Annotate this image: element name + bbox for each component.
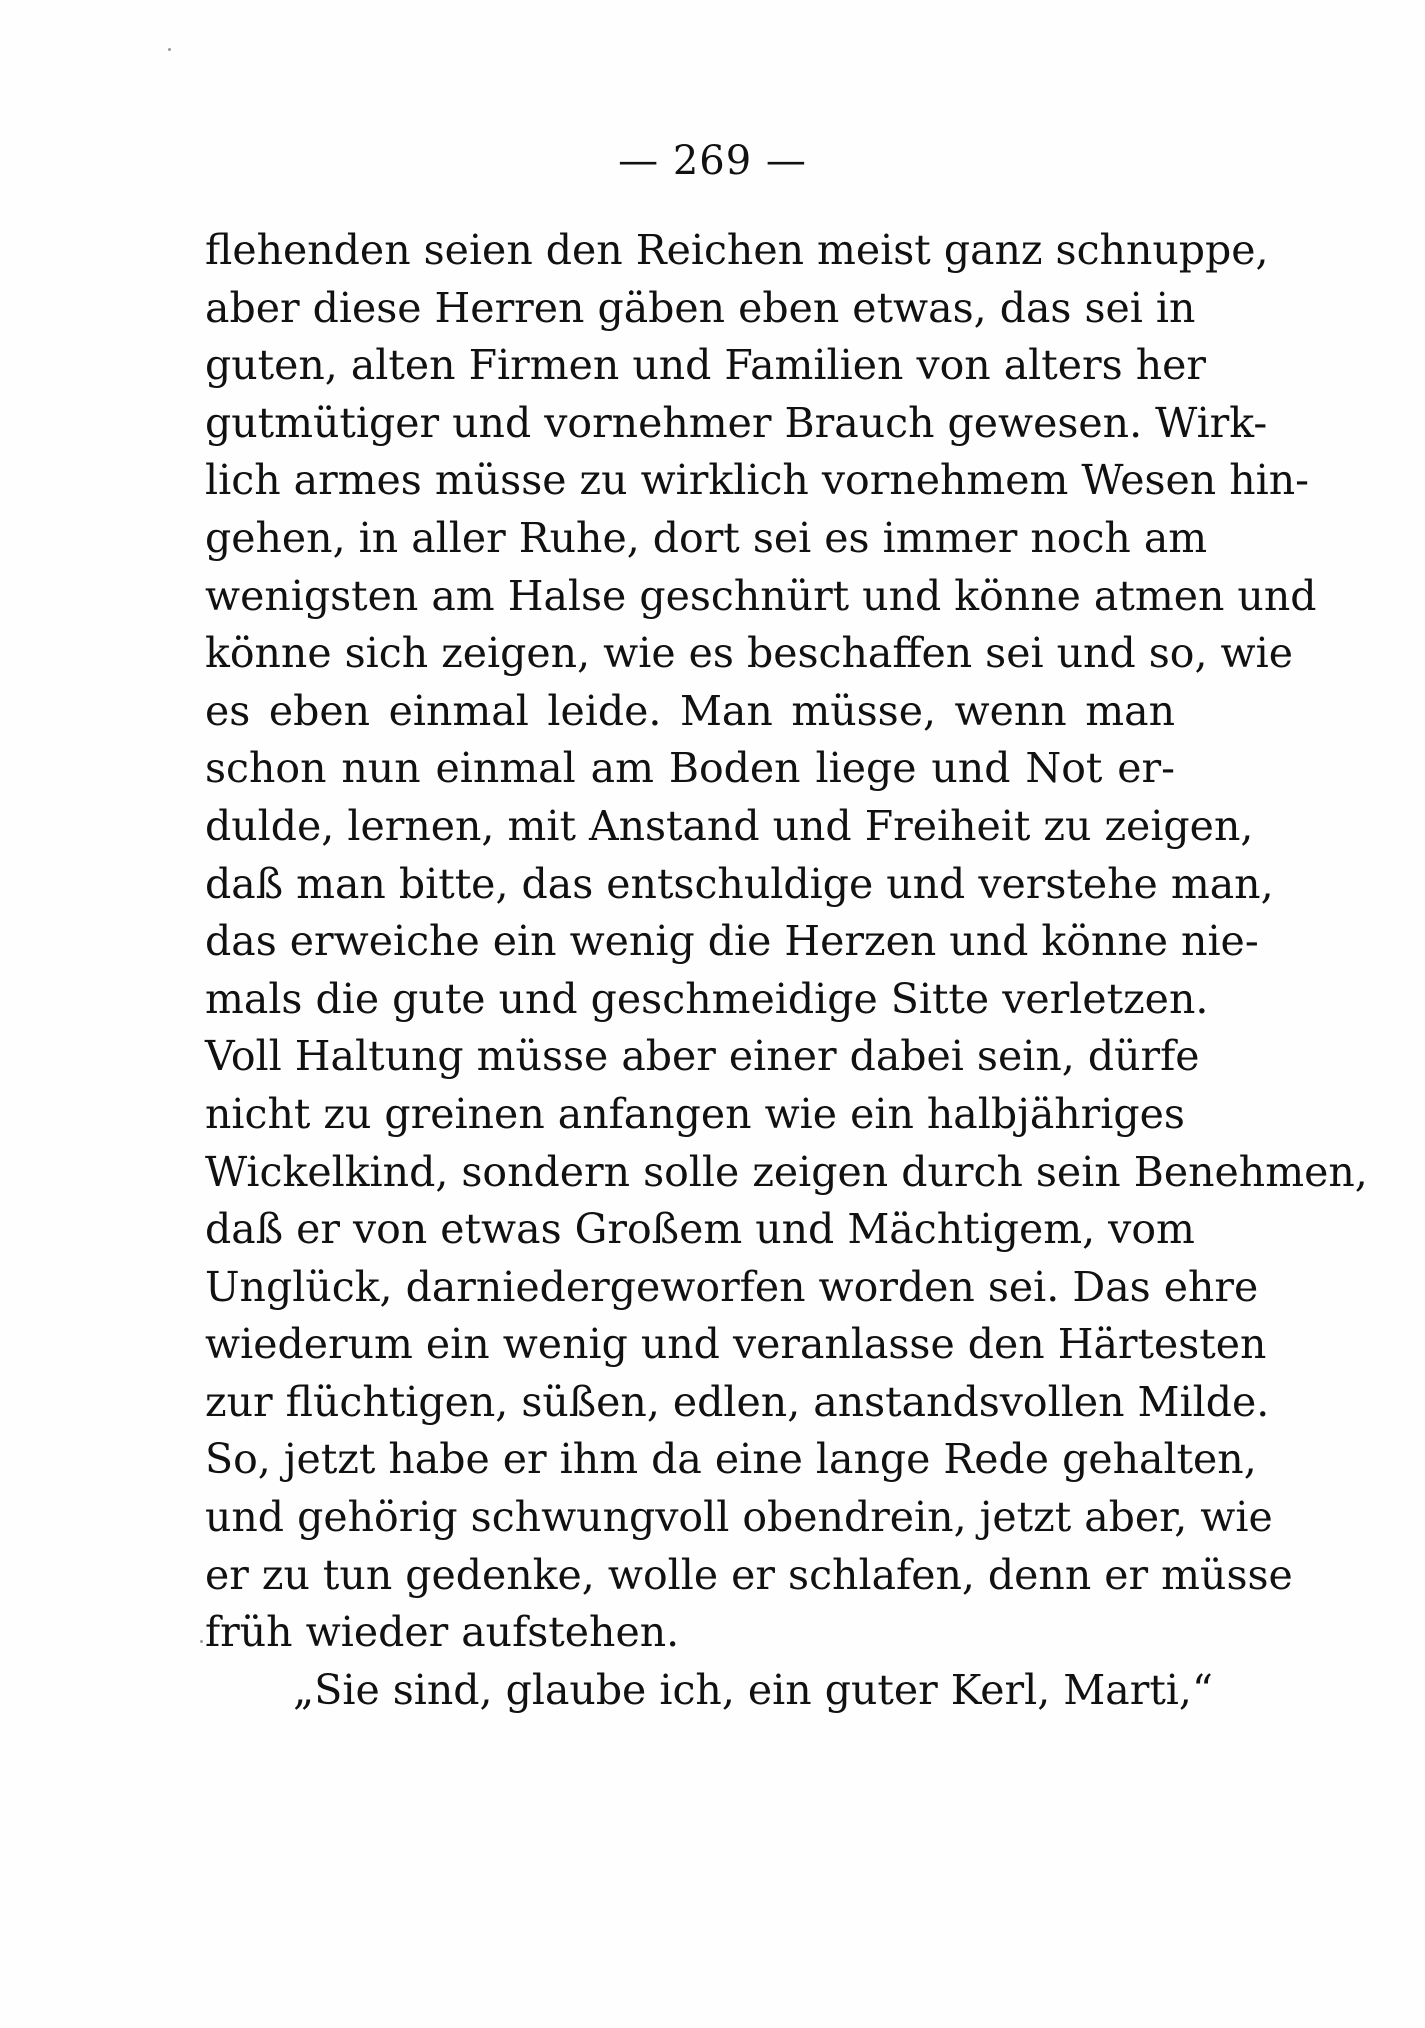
body-text [205, 222, 1368, 1719]
text-line: nicht zu greinen anfangen wie ein halbjähriges [205, 1089, 1185, 1138]
paragraph-start-line: „Sie sind, glaube ich, ein guter Kerl, Marti,“ [293, 1665, 1213, 1714]
text-line: zur flüchtigen, süßen, edlen, anstandsvollen Milde. [205, 1377, 1270, 1426]
text-line: Voll Haltung müsse aber einer dabei sein, dürfe [205, 1032, 1200, 1081]
text-line: daß man bitte, das entschuldige und verstehe man, [205, 859, 1274, 908]
text-line: daß er von etwas Großem und Mächtigem, vom [205, 1205, 1195, 1254]
text-line: wenigsten am Halse geschnürt und könne atmen und [205, 571, 1317, 620]
text-line: schon nun einmal am Boden liege und Not er- [205, 744, 1175, 793]
text-line: er zu tun gedenke, wolle er schlafen, denn er müsse [205, 1550, 1293, 1599]
text-line: guten, alten Firmen und Familien von alters her [205, 341, 1206, 390]
text-line: wiederum ein wenig und veranlasse den Härtesten [205, 1320, 1267, 1369]
text-line: flehenden seien den Reichen meist ganz schnuppe, [205, 226, 1269, 274]
paper-speck [168, 48, 171, 51]
text-line: So, jetzt habe er ihm da eine lange Rede gehalten, [205, 1435, 1257, 1484]
text-line: Wickelkind, sondern solle zeigen durch sein Benehmen, [205, 1147, 1368, 1196]
page-number: — 269 — [618, 138, 807, 184]
text-line: aber diese Herren gäben eben etwas, das sei in [205, 283, 1196, 332]
text-line: früh wieder aufstehen. [205, 1608, 680, 1657]
text-line: mals die gute und geschmeidige Sitte verletzen. [205, 974, 1209, 1023]
text-line: es eben einmal leide. Man müsse, wenn man [205, 686, 1175, 735]
text-line: Unglück, darniedergeworfen worden sei. Das ehre [205, 1262, 1259, 1311]
text-line: könne sich zeigen, wie es beschaffen sei und so, wie [205, 629, 1293, 678]
text-line: dulde, lernen, mit Anstand und Freiheit zu zeigen, [205, 801, 1254, 850]
text-line: und gehörig schwungvoll obendrein, jetzt aber, wie [205, 1493, 1273, 1542]
paper-speck [200, 1640, 203, 1643]
text-line: das erweiche ein wenig die Herzen und könne nie- [205, 917, 1259, 966]
text-line: gutmütiger und vornehmer Brauch gewesen. Wirk- [205, 398, 1268, 447]
text-line: lich armes müsse zu wirklich vornehmem Wesen hin- [205, 456, 1310, 505]
text-line: gehen, in aller Ruhe, dort sei es immer noch am [205, 513, 1208, 562]
